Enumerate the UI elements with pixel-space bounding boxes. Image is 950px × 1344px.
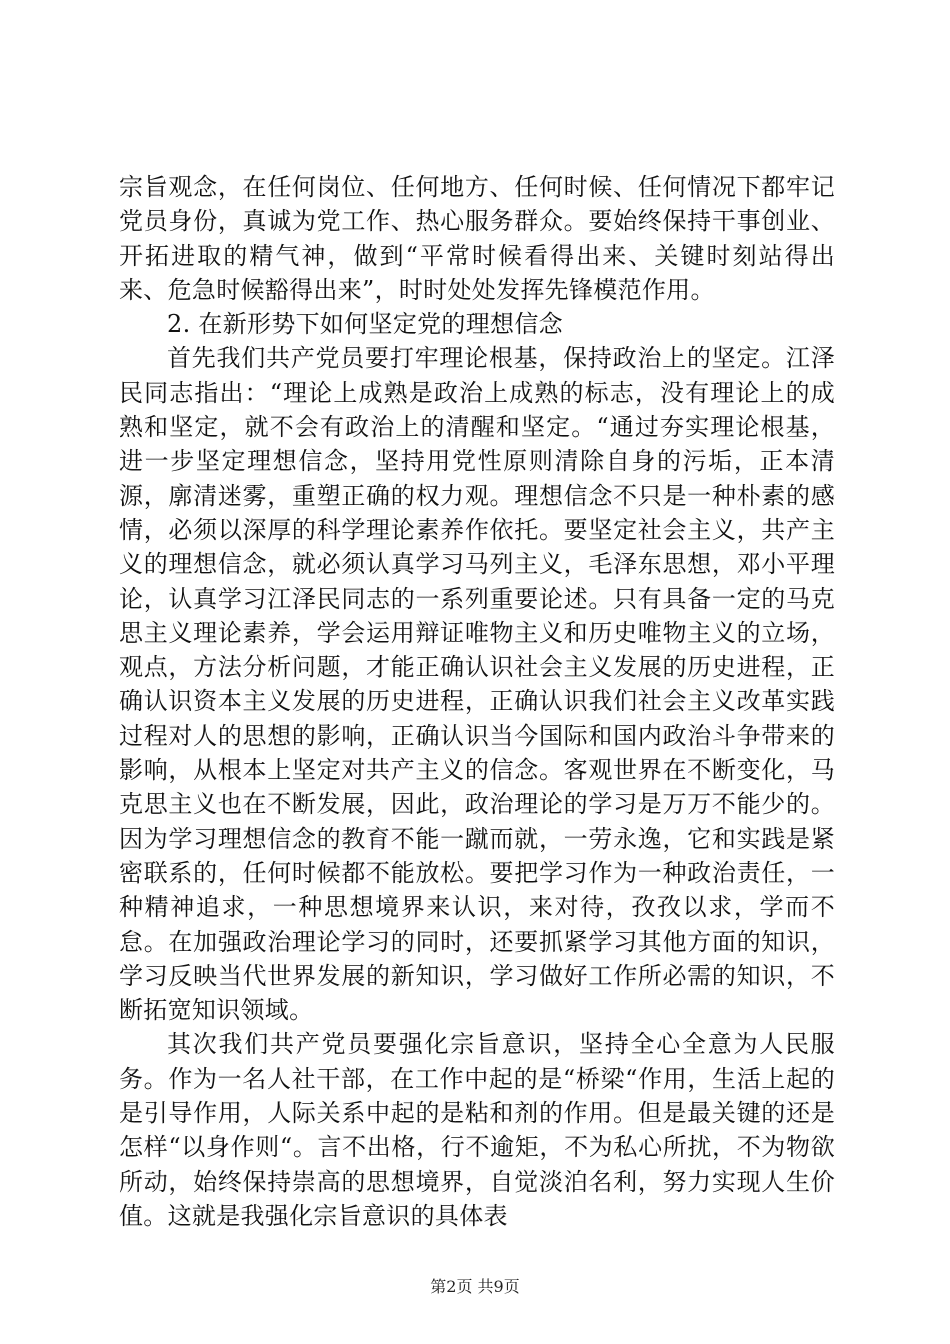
page-number-footer: 第2页 共9页 bbox=[430, 1277, 520, 1296]
document-body bbox=[119, 170, 835, 1233]
paragraph-2: 首先我们共产党员要打牢理论根基，保持政治上的坚定。江泽民同志指出：“理论上成熟是政治上成熟的标志，没有理论上的成熟和坚定，就不会有政治上的清醒和坚定。“通过夯实理论根基，进一步坚定理想信念，坚持用党性原则清除自身的污垢，正本清源，廓清迷雾，重塑正确的权力观。理想信念不只是一种朴素的感情，必须以深厚的科学理论素养作依托。要坚定社会主义，共产主义的理想信念，就必须认真学习马列主义，毛泽东思想，邓小平理论，认真学习江泽民同志的一系列重要论述。只有具备一定的马克思主义理论素养，学会运用辩证唯物主义和历史唯物主义的立场，观点，方法分析问题，才能正确认识社会主义发展的历史进程，正确认识资本主义发展的历史进程，正确认识我们社会主义改革实践过程对人的思想的影响，正确认识当今国际和国内政治斗争带来的影响，从根本上坚定对共产主义的信念。客观世界在不断变化，马克思主义也在不断发展，因此，政治理论的学习是万万不能少的。因为学习理想信念的教育不能一蹴而就，一劳永逸，它和实践是紧密联系的，任何时候都不能放松。要把学习作为一种政治责任，一种精神追求，一种思想境界来认识，来对待，孜孜以求，学而不怠。在加强政治理论学习的同时，还要抓紧学习其他方面的知识，学习反映当代世界发展的新知识，学习做好工作所必需的知识，不断拓宽知识领域。 bbox=[119, 344, 835, 1025]
paragraph-1: 宗旨观念，在任何岗位、任何地方、任何时候、任何情况下都牢记党员身份，真诚为党工作、热心服务群众。要始终保持干事创业、开拓进取的精气神，做到“平常时候看得出来、关键时刻站得出来、危急时候豁得出来”，时时处处发挥先锋模范作用。 bbox=[119, 173, 835, 304]
section-heading: 2. 在新形势下如何坚定党的理想信念 bbox=[167, 310, 563, 339]
paragraph-3: 其次我们共产党员要强化宗旨意识，坚持全心全意为人民服务。作为一名人社干部，在工作中起的是“桥梁“作用，生活上起的是引导作用，人际关系中起的是粘和剂的作用。但是最关键的还是怎样“以身作则“。言不出格，行不逾矩，不为私心所扰，不为物欲所动，始终保持崇高的思想境界，自觉淡泊名利，努力实现人生价值。这就是我强化宗旨意识的具体表 bbox=[119, 1030, 835, 1230]
